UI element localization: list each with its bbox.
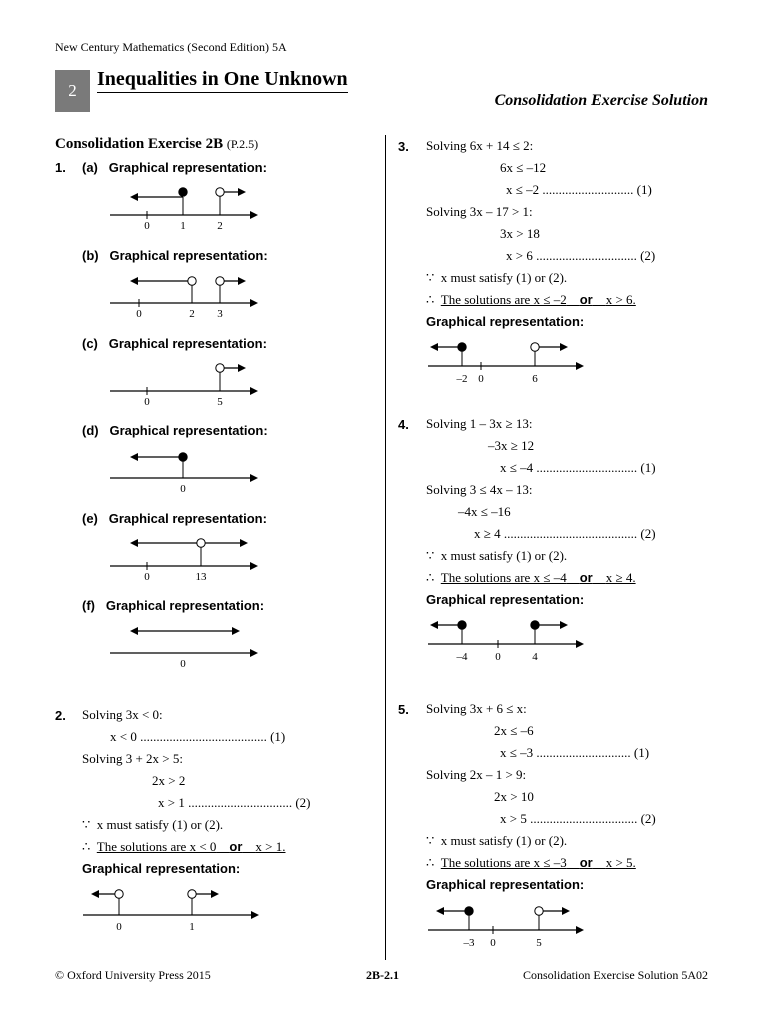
q5-line: x > 5 ................................. (2) — [500, 811, 656, 826]
q4-solution-line: ∴ The solutions are x ≤ –4 or x ≥ 4. — [426, 570, 636, 585]
q2-line: Solving 3 + 2x > 5: — [82, 751, 183, 766]
book-title: New Century Mathematics (Second Edition) 5A — [55, 40, 287, 54]
q4-line: –4x ≤ –16 — [458, 504, 511, 519]
q4-line: Solving 1 – 3x ≥ 13: — [426, 416, 533, 431]
q1a-heading: (a) Graphical representation: — [82, 160, 267, 175]
tick-label: 0 — [116, 921, 122, 933]
q2-number-line — [75, 882, 265, 937]
q5-because-line: ∵ x must satisfy (1) or (2). — [426, 833, 568, 848]
because-symbol: ∵ — [426, 270, 435, 285]
q5-line: Solving 2x – 1 > 9: — [426, 767, 527, 782]
q5-line: 2x ≤ –6 — [494, 723, 534, 738]
q3-line: 6x ≤ –12 — [500, 160, 547, 175]
q3-line: x > 6 ............................... (2) — [506, 248, 656, 263]
q3-solution-line: ∴ The solutions are x ≤ –2 or x > 6. — [426, 292, 636, 307]
q2-line: 2x > 2 — [152, 773, 186, 788]
tick-label: –3 — [463, 937, 475, 949]
therefore-symbol: ∴ — [426, 292, 435, 307]
q3-line: 3x > 18 — [500, 226, 540, 241]
tick-label: 5 — [536, 937, 542, 949]
q5-line: Solving 3x + 6 ≤ x: — [426, 701, 527, 716]
therefore-symbol: ∴ — [426, 855, 435, 870]
q1e-heading: (e) Graphical representation: — [82, 511, 267, 526]
tick-label: 13 — [195, 571, 207, 583]
q1f-number-line — [100, 618, 270, 673]
tick-label: 5 — [217, 396, 223, 408]
q3-line: Solving 3x – 17 > 1: — [426, 204, 533, 219]
q3-because-line: ∵ x must satisfy (1) or (2). — [426, 270, 568, 285]
tick-label: –4 — [456, 651, 468, 663]
tick-label: 0 — [490, 937, 496, 949]
q3-line: x ≤ –2 ............................ (1) — [506, 182, 652, 197]
q3-graph-label: Graphical representation: — [426, 314, 585, 329]
q5-solution-line: ∴ The solutions are x ≤ –3 or x > 5. — [426, 855, 636, 870]
q3-line: Solving 6x + 14 ≤ 2: — [426, 138, 534, 153]
q1c-heading: (c) Graphical representation: — [82, 336, 267, 351]
q1-number: 1. — [55, 160, 66, 175]
q2-number: 2. — [55, 708, 66, 723]
q2-line: Solving 3x < 0: — [82, 707, 163, 722]
tick-label: 3 — [217, 308, 223, 320]
tick-label: –2 — [456, 373, 468, 385]
tick-label: 6 — [532, 373, 538, 385]
therefore-symbol: ∴ — [82, 839, 91, 854]
tick-label: 1 — [180, 220, 186, 232]
tick-label: 0 — [478, 373, 484, 385]
q2-graph-label: Graphical representation: — [82, 861, 241, 876]
because-symbol: ∵ — [82, 817, 91, 832]
chapter-title: Inequalities in One Unknown — [97, 68, 348, 93]
chapter-number-badge: 2 — [55, 70, 90, 112]
tick-label: 0 — [144, 220, 150, 232]
q1a-number-line — [100, 180, 270, 235]
page-ref: (P.2.5) — [226, 137, 259, 151]
tick-label: 0 — [495, 651, 501, 663]
q4-line: –3x ≥ 12 — [488, 438, 535, 453]
tick-label: 2 — [189, 308, 195, 320]
q5-line: x ≤ –3 ............................. (1) — [500, 745, 650, 760]
q4-line: x ≥ 4 ......................................... (2) — [474, 526, 656, 541]
q4-graph-label: Graphical representation: — [426, 592, 585, 607]
q2-line: x < 0 ....................................... (1) — [110, 729, 286, 744]
q5-graph-label: Graphical representation: — [426, 877, 585, 892]
q1b-number-line — [100, 268, 270, 323]
q4-line: Solving 3 ≤ 4x – 13: — [426, 482, 533, 497]
footer-copyright: © Oxford University Press 2015 — [55, 968, 211, 982]
footer-title: Consolidation Exercise Solution 5A02 — [523, 968, 708, 982]
q3-number-line — [420, 336, 595, 391]
q4-line: x ≤ –4 ............................... (1) — [500, 460, 656, 475]
tick-label: 2 — [217, 220, 223, 232]
tick-label: 0 — [144, 396, 150, 408]
q1f-heading: (f) Graphical representation: — [82, 598, 265, 613]
tick-label: 0 — [180, 483, 186, 495]
tick-label: 0 — [180, 658, 186, 670]
therefore-symbol: ∴ — [426, 570, 435, 585]
q2-line: x > 1 ................................ (2) — [158, 795, 311, 810]
tick-label: 1 — [189, 921, 195, 933]
q2-solution-line: ∴ The solutions are x < 0 or x > 1. — [82, 839, 286, 854]
q1d-number-line — [100, 443, 270, 498]
column-divider — [385, 135, 386, 960]
footer-page-number: 2B-2.1 — [366, 968, 399, 982]
tick-label: 4 — [532, 651, 538, 663]
tick-label: 0 — [136, 308, 142, 320]
q1b-heading: (b) Graphical representation: — [82, 248, 268, 263]
q5-number: 5. — [398, 702, 409, 717]
q1d-heading: (d) Graphical representation: — [82, 423, 268, 438]
q1e-number-line — [100, 531, 270, 586]
q2-because-line: ∵ x must satisfy (1) or (2). — [82, 817, 224, 832]
section-title: Consolidation Exercise 2B (P.2.5) — [55, 136, 259, 152]
tick-label: 0 — [144, 571, 150, 583]
q4-because-line: ∵ x must satisfy (1) or (2). — [426, 548, 568, 563]
q5-line: 2x > 10 — [494, 789, 534, 804]
q5-number-line — [420, 900, 595, 955]
q4-number: 4. — [398, 417, 409, 432]
because-symbol: ∵ — [426, 833, 435, 848]
q4-number-line — [420, 614, 595, 669]
q1c-number-line — [100, 356, 270, 411]
q3-number: 3. — [398, 139, 409, 154]
page-subtitle: Consolidation Exercise Solution — [494, 92, 708, 109]
because-symbol: ∵ — [426, 548, 435, 563]
